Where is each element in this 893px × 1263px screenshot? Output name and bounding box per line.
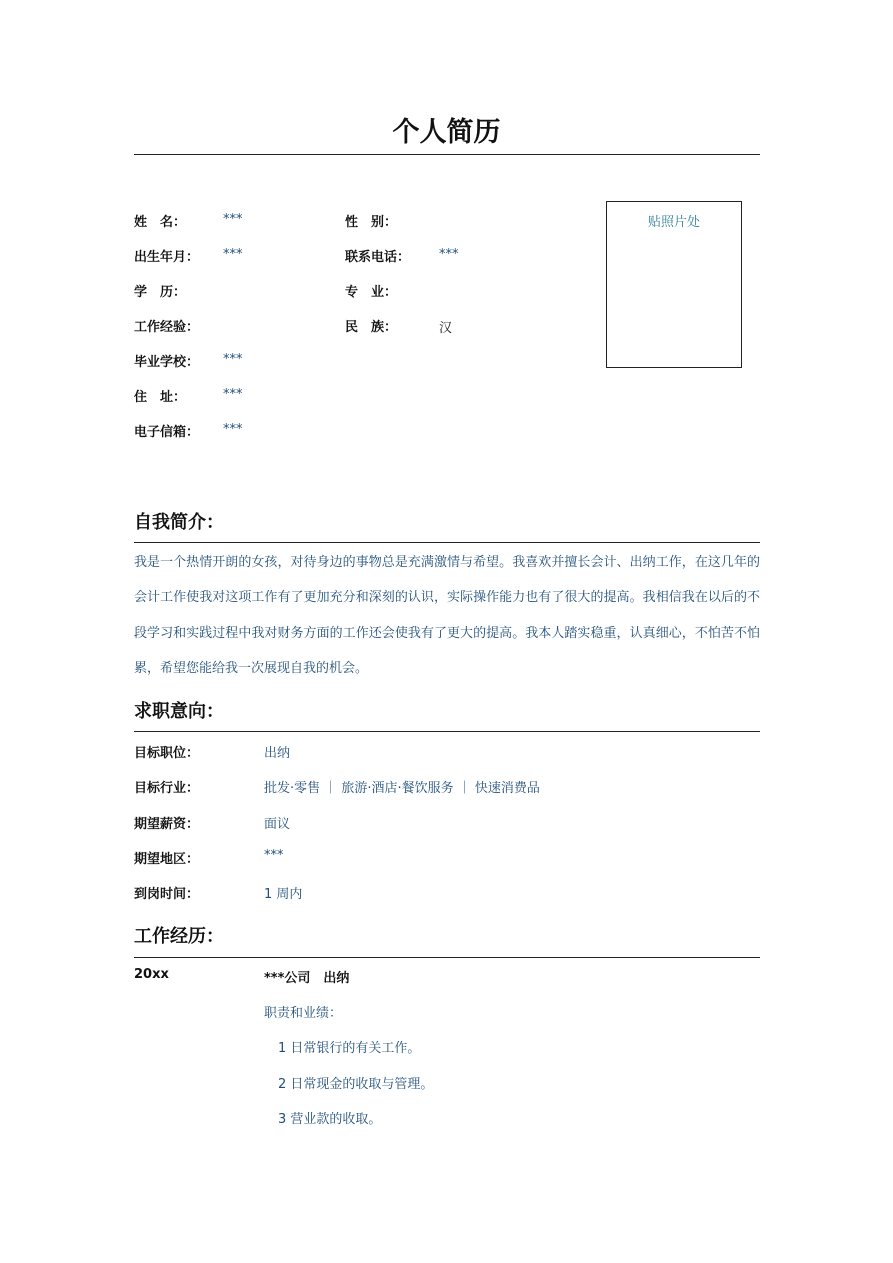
work-duty-item: 2 日常现金的收取与管理。 bbox=[278, 1077, 434, 1092]
position-value: 出纳 bbox=[264, 746, 291, 761]
work-heading: 工作经历： bbox=[134, 926, 224, 947]
work-duty-item: 1 日常银行的有关工作。 bbox=[278, 1041, 421, 1056]
salary-label: 期望薪资： bbox=[134, 817, 200, 832]
experience-label: 工作经验： bbox=[134, 320, 200, 335]
intention-divider bbox=[134, 731, 760, 732]
birth-value: *** bbox=[223, 247, 243, 262]
position-label: 目标职位： bbox=[134, 746, 200, 761]
title-divider bbox=[134, 154, 760, 155]
birth-label: 出生年月： bbox=[134, 250, 200, 265]
name-value: *** bbox=[223, 212, 243, 227]
intro-divider bbox=[134, 542, 760, 543]
work-divider bbox=[134, 957, 760, 958]
arrival-value: 1 周内 bbox=[264, 887, 303, 902]
work-year: 20xx bbox=[134, 967, 169, 982]
work-duty-item: 3 营业款的收取。 bbox=[278, 1112, 382, 1127]
address-value: *** bbox=[223, 387, 243, 402]
intro-text: 我是一个热情开朗的女孩，对待身边的事物总是充满激情与希望。我喜欢并擅长会计、出纳工作，在这几年的会计工作使我对这项工作有了更加充分和深刻的认识，实际操作能力也有了很大的提高。我相信我在以后的不段学习和实践过程中我对财务方面的工作还会使我有了更大的提高。我本人踏实稳重，认真细心，不怕苦不怕累，希望您能给我一次展现自我的机会。 bbox=[134, 555, 760, 677]
email-value: *** bbox=[223, 422, 243, 437]
industry-label: 目标行业： bbox=[134, 781, 200, 796]
work-duties-label: 职责和业绩： bbox=[264, 1006, 343, 1021]
work-company-role: ***公司 出纳 bbox=[264, 971, 350, 986]
intro-heading: 自我简介： bbox=[134, 512, 224, 533]
education-label: 学 历： bbox=[134, 285, 187, 300]
school-label: 毕业学校： bbox=[134, 355, 200, 370]
ethnicity-value: 汉 bbox=[439, 321, 453, 336]
school-value: *** bbox=[223, 352, 243, 367]
gender-label: 性 别： bbox=[345, 215, 398, 230]
ethnicity-label: 民 族： bbox=[345, 320, 398, 335]
email-label: 电子信箱： bbox=[134, 425, 200, 440]
phone-label: 联系电话： bbox=[345, 250, 411, 265]
name-label: 姓 名： bbox=[134, 215, 187, 230]
region-value: *** bbox=[264, 848, 284, 863]
photo-box bbox=[606, 201, 742, 368]
industry-value: 批发·零售 ｜ 旅游·酒店·餐饮服务 ｜ 快速消费品 bbox=[264, 781, 540, 796]
intention-heading: 求职意向： bbox=[134, 701, 224, 722]
region-label: 期望地区： bbox=[134, 852, 200, 867]
salary-value: 面议 bbox=[264, 817, 291, 832]
major-label: 专 业： bbox=[345, 285, 398, 300]
page-title: 个人简历 bbox=[392, 117, 501, 148]
address-label: 住 址： bbox=[134, 390, 187, 405]
photo-placeholder-text: 贴照片处 bbox=[647, 215, 700, 230]
arrival-label: 到岗时间： bbox=[134, 887, 200, 902]
phone-value: *** bbox=[439, 247, 459, 262]
